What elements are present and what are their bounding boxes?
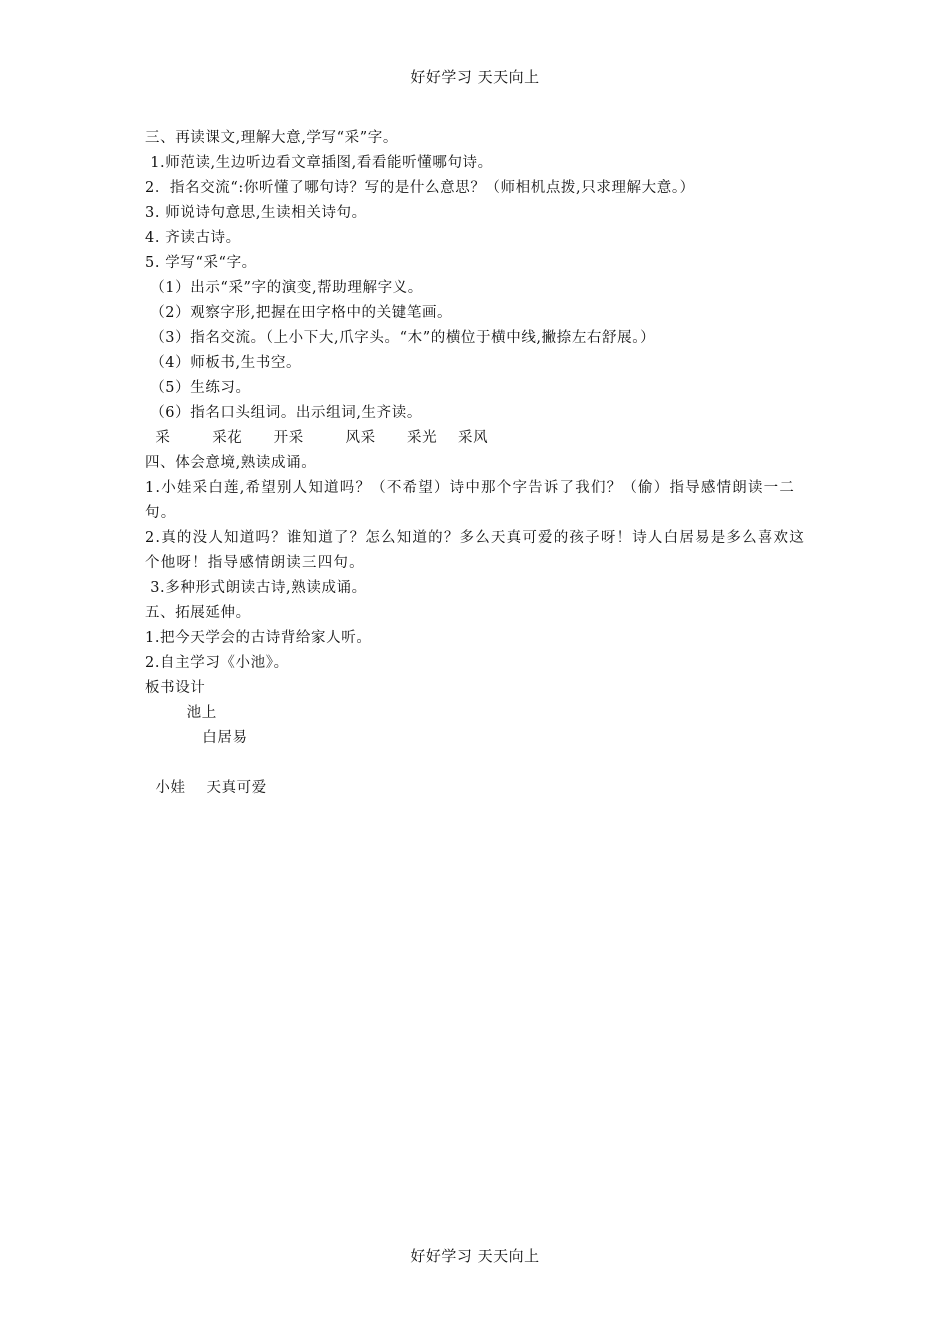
list-item: 3.多种形式朗读古诗,熟读成诵。 bbox=[145, 580, 367, 596]
section-heading-5: 五、拓展延伸。 bbox=[145, 605, 251, 621]
sub-list-item: （6）指名口头组词。出示组词,生齐读。 bbox=[145, 405, 422, 421]
list-item: 2.真的没人知道吗？谁知道了？怎么知道的？多么天真可爱的孩子呀！诗人白居易是多么喜欢这个他呀！指导感情朗读三四句。 bbox=[145, 530, 805, 571]
board-author: 白居易 bbox=[145, 730, 248, 746]
sub-list-item: （2）观察字形,把握在田字格中的关键笔画。 bbox=[145, 305, 453, 321]
board-notes: 小娃 天真可爱 bbox=[145, 780, 267, 796]
page-header: 好好学习 天天向上 bbox=[410, 68, 540, 86]
board-design-heading: 板书设计 bbox=[145, 680, 206, 696]
section-heading-4: 四、体会意境,熟读成诵。 bbox=[145, 455, 317, 471]
board-title: 池上 bbox=[145, 705, 217, 721]
sub-list-item: （1）出示“采”字的演变,帮助理解字义。 bbox=[145, 280, 423, 296]
word-list: 采 采花 开采 风采 采光 采风 bbox=[145, 430, 489, 446]
blank-line bbox=[145, 751, 815, 776]
section-heading-3: 三、再读课文,理解大意,学写“采”字。 bbox=[145, 130, 398, 146]
list-item: 1.把今天学会的古诗背给家人听。 bbox=[145, 630, 372, 646]
document-body bbox=[145, 126, 815, 801]
sub-list-item: （4）师板书,生书空。 bbox=[145, 355, 302, 371]
list-item: 4. 齐读古诗。 bbox=[145, 230, 241, 246]
list-item: 1.小娃采白莲,希望别人知道吗？（不希望）诗中那个字告诉了我们？（偷）指导感情朗读一二句。 bbox=[145, 480, 796, 521]
list-item: 5. 学写“采“字。 bbox=[145, 255, 257, 271]
sub-list-item: （3）指名交流。（上小下大,爪字头。“木”的横位于横中线,撇捺左右舒展。） bbox=[145, 330, 656, 346]
list-item: 3. 师说诗句意思,生读相关诗句。 bbox=[145, 205, 367, 221]
list-item: 2．指名交流“:你听懂了哪句诗？写的是什么意思？（师相机点拨,只求理解大意。） bbox=[145, 180, 695, 196]
sub-list-item: （5）生练习。 bbox=[145, 380, 251, 396]
list-item: 1.师范读,生边听边看文章插图,看看能听懂哪句诗。 bbox=[145, 155, 493, 171]
list-item: 2.自主学习《小池》。 bbox=[145, 655, 289, 671]
page-footer: 好好学习 天天向上 bbox=[410, 1247, 540, 1265]
